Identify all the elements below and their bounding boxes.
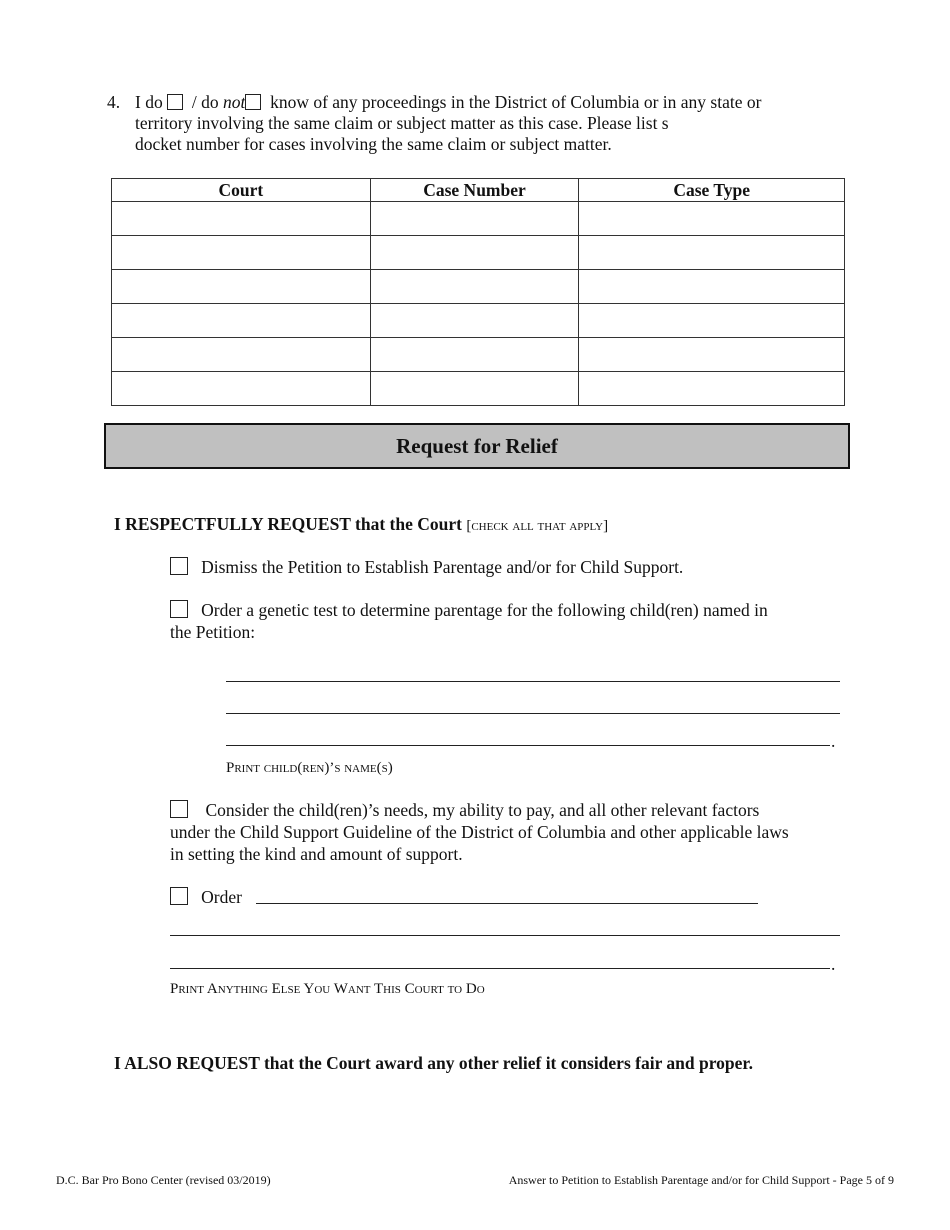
- court-cell[interactable]: [112, 304, 371, 338]
- text-i-do: I do: [135, 92, 163, 112]
- order-label: Order: [201, 887, 242, 907]
- relief-heading-text: Request for Relief: [396, 433, 558, 458]
- children-caption: Print child(ren)’s name(s): [226, 760, 393, 776]
- check-all-note: [check all that apply]: [466, 518, 609, 534]
- header-case-number: Case Number: [370, 179, 579, 202]
- genetic-test-line1: Order a genetic test to determine parentage for the following child(ren) named in: [201, 600, 768, 620]
- footer-right: Answer to Petition to Establish Parentage and/or for Child Support - Page 5 of 9: [508, 1173, 894, 1187]
- child-name-line-1[interactable]: [226, 681, 840, 682]
- genetic-test-line2: the Petition:: [170, 622, 256, 642]
- table-row: [112, 372, 845, 406]
- text-slash-do: / do: [191, 92, 219, 112]
- consider-needs-line3: in setting the kind and amount of support.: [170, 844, 463, 864]
- case-type-cell[interactable]: [579, 236, 845, 270]
- case-number-cell[interactable]: [370, 304, 579, 338]
- child-name-line-3[interactable]: [226, 745, 830, 746]
- court-cell[interactable]: [112, 372, 371, 406]
- respectfully-request-text: I RESPECTFULLY REQUEST that the Court: [114, 514, 462, 534]
- item-4-line1: know of any proceedings in the District of Columbia or in any state or: [270, 92, 762, 112]
- case-type-cell[interactable]: [579, 202, 845, 236]
- case-type-cell[interactable]: [579, 270, 845, 304]
- header-case-type: Case Type: [579, 179, 845, 202]
- option-consider-needs: [170, 799, 842, 865]
- case-number-cell[interactable]: [370, 372, 579, 406]
- case-number-cell[interactable]: [370, 270, 579, 304]
- also-request: I ALSO REQUEST that the Court award any other relief it considers fair and proper.: [114, 1053, 753, 1073]
- respectfully-request-line: [114, 514, 608, 535]
- option-genetic-test: [170, 599, 850, 643]
- option-order: [170, 886, 242, 908]
- other-relief-caption: Print Anything Else You Want This Court to Do: [170, 981, 485, 997]
- dismiss-checkbox[interactable]: [170, 557, 188, 575]
- order-checkbox[interactable]: [170, 887, 188, 905]
- court-cell[interactable]: [112, 236, 371, 270]
- case-type-cell[interactable]: [579, 372, 845, 406]
- consider-needs-line1: Consider the child(ren)’s needs, my ability to pay, and all other relevant factors: [205, 800, 760, 820]
- court-cell[interactable]: [112, 270, 371, 304]
- case-type-cell[interactable]: [579, 338, 845, 372]
- order-line-3[interactable]: [170, 968, 830, 969]
- court-cell[interactable]: [112, 202, 371, 236]
- table-header-row: [112, 179, 845, 202]
- option-dismiss: [170, 556, 683, 578]
- case-type-cell[interactable]: [579, 304, 845, 338]
- request-for-relief-heading: [104, 423, 850, 469]
- item-number: 4.: [107, 92, 121, 112]
- table-row: [112, 270, 845, 304]
- child-name-line-2[interactable]: [226, 713, 840, 714]
- order-line-2[interactable]: [170, 935, 840, 936]
- consider-needs-line2: under the Child Support Guideline of the District of Columbia and other applicable laws: [170, 822, 789, 842]
- table-row: [112, 236, 845, 270]
- do-not-know-checkbox[interactable]: [245, 94, 261, 110]
- genetic-test-checkbox[interactable]: [170, 600, 188, 618]
- case-number-cell[interactable]: [370, 236, 579, 270]
- period-mark: .: [831, 731, 836, 751]
- table-row: [112, 202, 845, 236]
- consider-needs-checkbox[interactable]: [170, 800, 188, 818]
- item-4-text: [135, 92, 855, 155]
- case-number-cell[interactable]: [370, 338, 579, 372]
- do-know-checkbox[interactable]: [167, 94, 183, 110]
- header-court: Court: [112, 179, 371, 202]
- case-number-cell[interactable]: [370, 202, 579, 236]
- footer-left: D.C. Bar Pro Bono Center (revised 03/2019): [56, 1173, 271, 1187]
- court-cell[interactable]: [112, 338, 371, 372]
- period-mark: .: [831, 954, 836, 974]
- table-row: [112, 304, 845, 338]
- order-line-1[interactable]: [256, 903, 758, 904]
- dismiss-text: Dismiss the Petition to Establish Parentage and/or for Child Support.: [201, 557, 684, 577]
- item-4-line2: territory involving the same claim or subject matter as this case. Please list s: [135, 113, 669, 133]
- cases-table: [111, 178, 845, 406]
- table-row: [112, 338, 845, 372]
- item-4-line3: docket number for cases involving the same claim or subject matter.: [135, 134, 612, 154]
- text-not: not: [222, 92, 246, 112]
